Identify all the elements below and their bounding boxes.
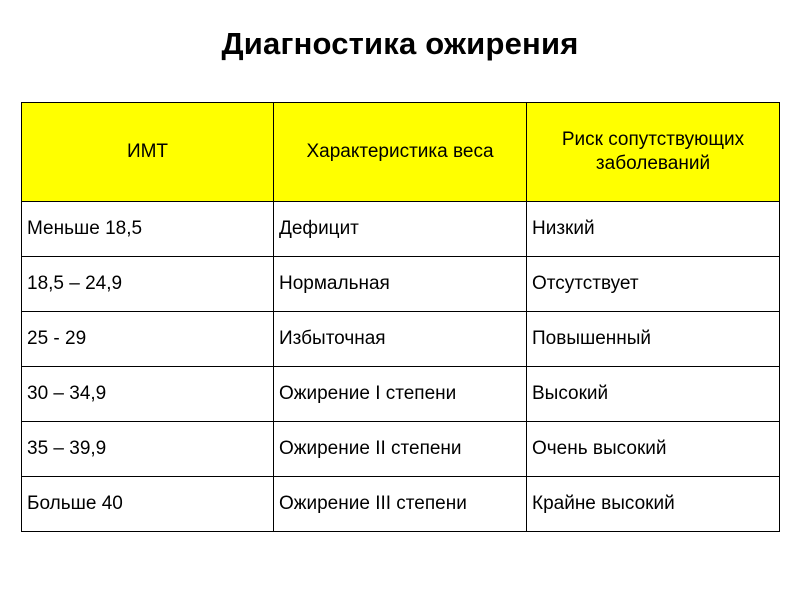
table-row bbox=[22, 257, 780, 312]
table-row bbox=[22, 202, 780, 257]
header-comorbidity-risk: Риск сопутствующих заболеваний bbox=[527, 103, 780, 202]
cell-weight: Избыточная bbox=[274, 312, 527, 367]
table-row bbox=[22, 312, 780, 367]
table-row bbox=[22, 477, 780, 532]
cell-weight: Ожирение III степени bbox=[274, 477, 527, 532]
header-weight-characteristic: Характеристика веса bbox=[274, 103, 527, 202]
cell-weight: Нормальная bbox=[274, 257, 527, 312]
page-title: Диагностика ожирения bbox=[221, 26, 579, 61]
cell-bmi: Меньше 18,5 bbox=[22, 202, 274, 257]
header-bmi: ИМТ bbox=[22, 103, 274, 202]
cell-bmi: 18,5 – 24,9 bbox=[22, 257, 274, 312]
header-row bbox=[22, 103, 780, 202]
table-body bbox=[22, 202, 780, 532]
cell-weight: Дефицит bbox=[274, 202, 527, 257]
cell-weight: Ожирение I степени bbox=[274, 367, 527, 422]
cell-bmi: 25 - 29 bbox=[22, 312, 274, 367]
table-row bbox=[22, 422, 780, 477]
cell-risk: Отсутствует bbox=[527, 257, 780, 312]
cell-risk: Повышенный bbox=[527, 312, 780, 367]
cell-risk: Низкий bbox=[527, 202, 780, 257]
table-header bbox=[22, 103, 780, 202]
table-row bbox=[22, 367, 780, 422]
bmi-table bbox=[21, 102, 780, 532]
cell-risk: Высокий bbox=[527, 367, 780, 422]
cell-bmi: 30 – 34,9 bbox=[22, 367, 274, 422]
cell-risk: Очень высокий bbox=[527, 422, 780, 477]
cell-risk: Крайне высокий bbox=[527, 477, 780, 532]
cell-bmi: 35 – 39,9 bbox=[22, 422, 274, 477]
cell-bmi: Больше 40 bbox=[22, 477, 274, 532]
cell-weight: Ожирение II степени bbox=[274, 422, 527, 477]
